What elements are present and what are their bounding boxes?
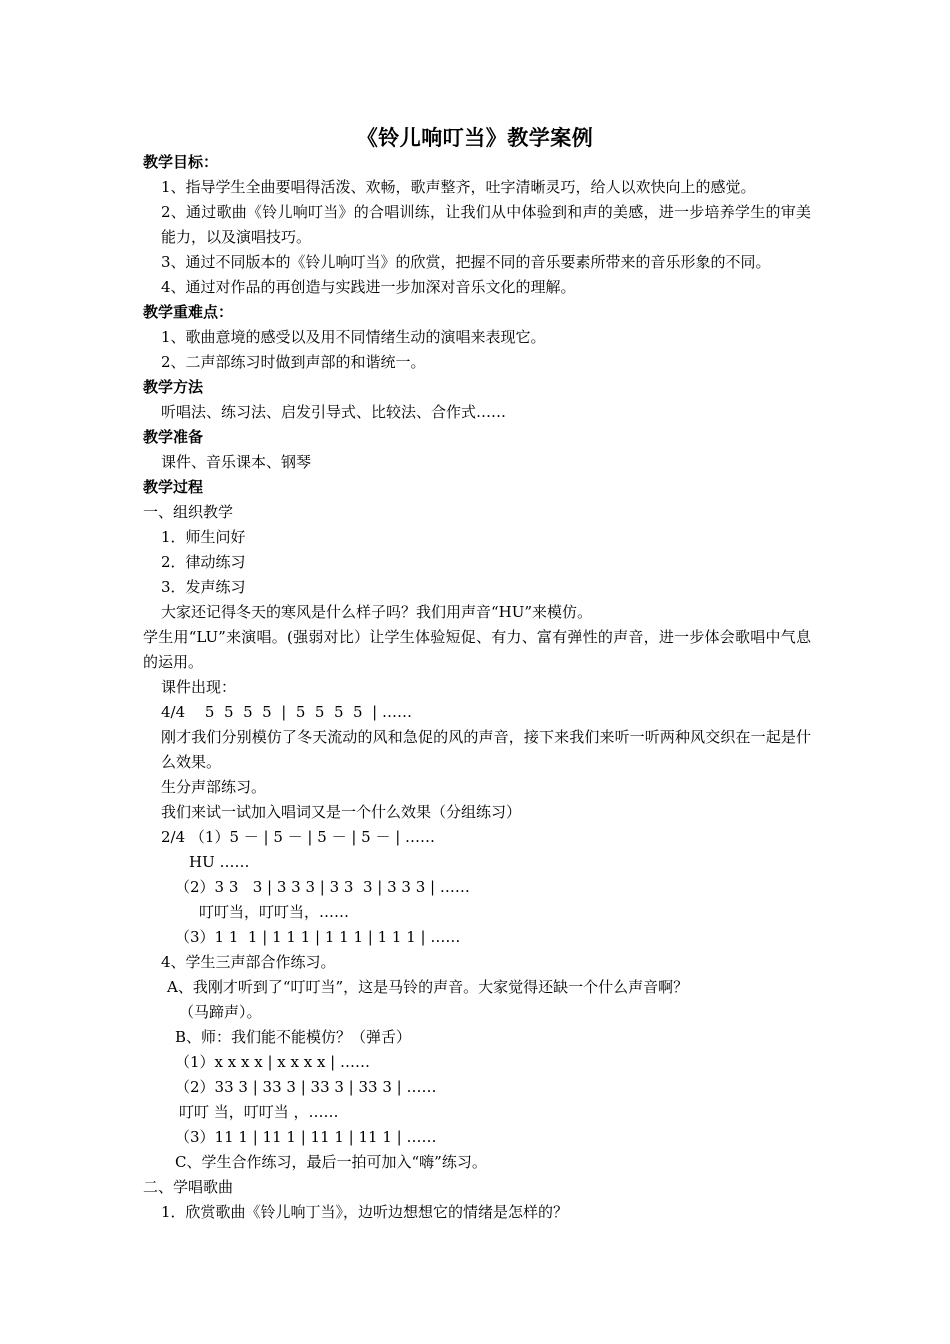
process-line: （马蹄声）。 [179,1003,262,1021]
process-line: 刚才我们分别模仿了冬天流动的风和急促的风的声音，接下来我们来听一听两种风交织在一起是什么效果。 [161,728,811,771]
part1-title: 一、组织教学 [143,503,234,521]
objectives-heading: 教学目标： [143,153,219,171]
preparation-text: 课件、音乐课本、钢琴 [161,453,312,471]
objective-item: 3、通过不同版本的《铃儿响叮当》的欣赏，把握不同的音乐要素所带来的音乐形象的不同。 [161,253,771,271]
methods-heading: 教学方法 [143,378,204,396]
part2-title: 二、学唱歌曲 [143,1178,234,1196]
process-line: C、学生合作练习，最后一拍可加入“嗨”练习。 [175,1153,487,1171]
process-line: 我们来试一试加入唱词又是一个什么效果（分组练习） [161,803,522,821]
objective-item: 4、通过对作品的再创造与实践进一步加深对音乐文化的理解。 [161,278,576,296]
step-item: 3．发声练习 [161,578,246,596]
notation-line: （2）33 3 | 33 3 | 33 3 | 33 3 | …… [175,1078,437,1096]
preparation-heading: 教学准备 [143,428,204,446]
notation-line: 2/4 （1）5 － | 5 － | 5 － | 5 － | …… [161,828,436,846]
process-line: 课件出现： [161,678,237,696]
lyric-line: 叮叮 当，叮叮当 ，…… [179,1103,339,1121]
step-item: 1．师生问好 [161,528,246,546]
process-line: 大家还记得冬天的寒风是什么样子吗？我们用声音“HU”来模仿。 [161,603,593,621]
document-title: 《铃儿响叮当》教学案例 [356,126,594,150]
process-line: B、师：我们能不能模仿？（弹舌） [175,1028,412,1046]
objective-item: 2、通过歌曲《铃儿响叮当》的合唱训练，让我们从中体验到和声的美感，进一步培养学生的审美能力，以及演唱技巧。 [161,203,811,246]
difficulty-item: 1、歌曲意境的感受以及用不同情绪生动的演唱来表现它。 [161,328,546,346]
process-line: 学生用“LU”来演唱。(强弱对比）让学生体验短促、有力、富有弹性的声音，进一步体会歌唱中气息的运用。 [143,628,811,671]
lyric-line: HU …… [189,853,250,871]
notation-line: （1）x x x x | x x x x | …… [175,1053,371,1071]
difficulties-heading: 教学重难点： [143,303,234,321]
difficulty-item: 2、二声部练习时做到声部的和谐统一。 [161,353,426,371]
process-line: A、我刚才听到了“叮叮当”，这是马铃的声音。大家觉得还缺一个什么声音啊？ [167,978,689,996]
notation-line: （2）3 3 3 | 3 3 3 | 3 3 3 | 3 3 3 | …… [175,878,470,896]
methods-text: 听唱法、练习法、启发引导式、比较法、合作式…… [161,403,507,421]
process-heading: 教学过程 [143,478,204,496]
notation-line: （3）11 1 | 11 1 | 11 1 | 11 1 | …… [175,1128,437,1146]
document-body [143,150,811,1225]
process-line: 4、学生三声部合作练习。 [161,953,336,971]
process-line: 生分声部练习。 [161,778,267,796]
step-item: 2．律动练习 [161,553,246,571]
process-line: 1．欣赏歌曲《铃儿响丁当》，边听边想想它的情绪是怎样的？ [161,1203,569,1221]
objective-item: 1、指导学生全曲要唱得活泼、欢畅，歌声整齐，吐字清晰灵巧，给人以欢快向上的感觉。 [161,178,756,196]
notation-line: （3）1 1 1 | 1 1 1 | 1 1 1 | 1 1 1 | …… [175,928,461,946]
notation-line: 4/4 5 5 5 5 | 5 5 5 5 | …… [161,703,412,721]
lyric-line: 叮叮当，叮叮当，…… [199,903,350,921]
